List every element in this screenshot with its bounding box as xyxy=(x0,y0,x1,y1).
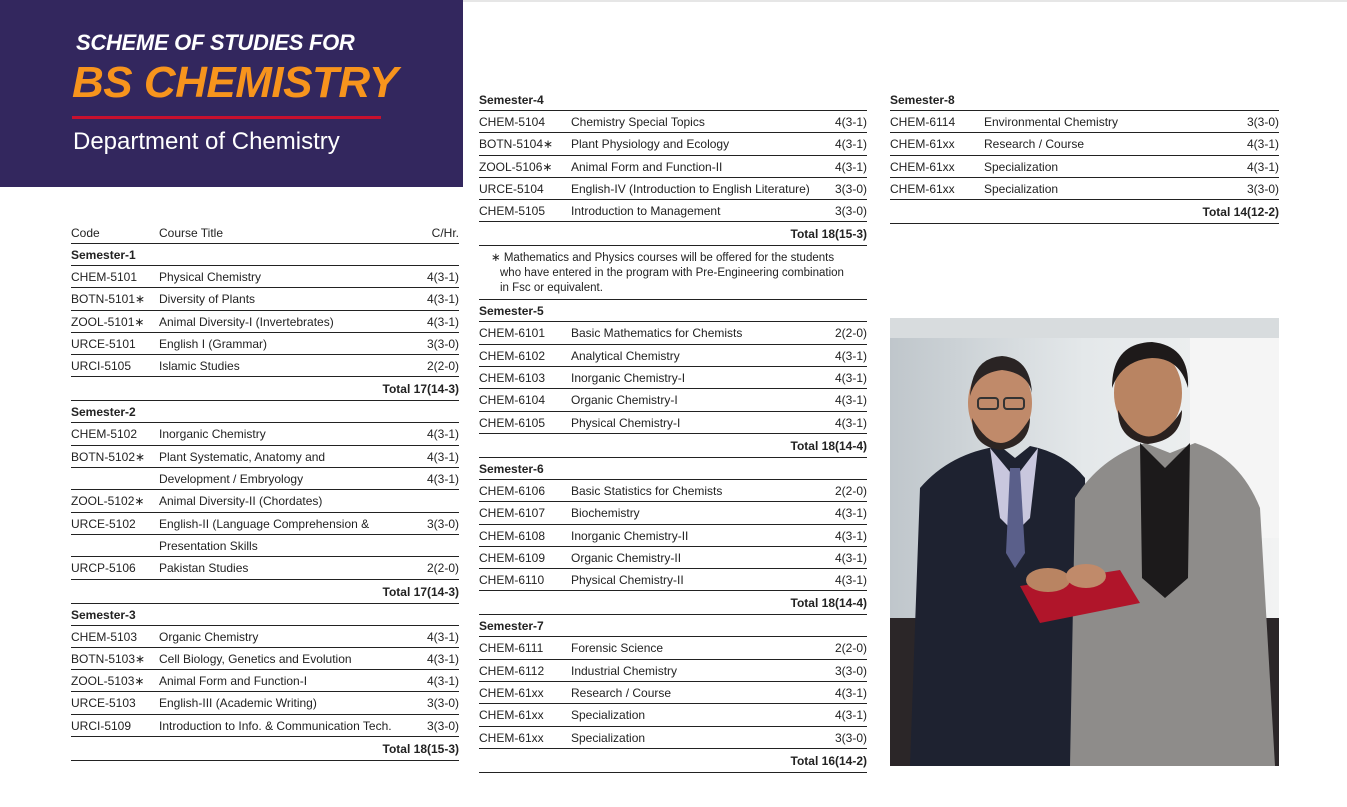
course-row xyxy=(71,468,459,490)
course-title: Plant Physiology and Ecology xyxy=(571,137,730,152)
course-row xyxy=(71,670,459,692)
course-credit: 4(3-1) xyxy=(426,449,459,464)
course-row xyxy=(71,423,459,445)
course-credit: 3(3-0) xyxy=(426,718,459,733)
course-code: ZOOL-5102∗ xyxy=(71,494,145,509)
course-code: CHEM-6108 xyxy=(479,528,546,543)
course-code: CHEM-6112 xyxy=(479,663,545,678)
course-code: CHEM-6107 xyxy=(479,506,546,521)
course-title: Basic Mathematics for Chemists xyxy=(571,326,743,341)
course-code: CHEM-61xx xyxy=(890,137,955,152)
banner-title: BS CHEMISTRY xyxy=(72,58,398,107)
course-credit: 4(3-1) xyxy=(834,415,867,430)
semester-6-block xyxy=(479,458,867,615)
semester-5-block xyxy=(479,300,867,457)
course-row xyxy=(71,535,459,557)
course-code: URCE-5101 xyxy=(71,336,136,351)
course-code: CHEM-5104 xyxy=(479,115,546,129)
semester-label: Semester-3 xyxy=(71,604,459,626)
course-row xyxy=(479,637,867,659)
course-title: Basic Statistics for Chemists xyxy=(571,483,723,498)
course-credit: 4(3-1) xyxy=(834,371,867,386)
course-credit: 2(2-0) xyxy=(426,561,459,576)
course-code: URCP-5106 xyxy=(71,561,136,576)
column-middle xyxy=(479,89,867,773)
course-title: Physical Chemistry-I xyxy=(571,415,681,430)
course-row xyxy=(479,367,867,389)
course-title: Development / Embryology xyxy=(159,472,304,487)
course-credit: 2(2-0) xyxy=(426,359,459,374)
course-row xyxy=(479,682,867,704)
course-credit: 3(3-0) xyxy=(1246,181,1279,196)
course-code: URCE-5104 xyxy=(479,181,544,196)
course-credit: 4(3-1) xyxy=(834,573,867,588)
course-credit: 2(2-0) xyxy=(834,641,867,656)
course-credit: 2(2-0) xyxy=(834,326,867,341)
course-credit: 4(3-1) xyxy=(426,270,459,284)
course-title: Cell Biology, Genetics and Evolution xyxy=(159,651,352,666)
course-code: URCI-5109 xyxy=(71,718,132,733)
course-credit: 4(3-1) xyxy=(426,472,459,487)
course-row xyxy=(479,200,867,222)
course-row xyxy=(71,626,459,648)
course-title: Specialization xyxy=(571,708,646,723)
course-code: CHEM-5103 xyxy=(71,629,138,644)
course-credit: 4(3-1) xyxy=(426,629,459,644)
course-credit: 4(3-1) xyxy=(834,393,867,408)
course-code: CHEM-5105 xyxy=(479,204,546,219)
course-title: Biochemistry xyxy=(571,506,640,521)
course-code: URCE-5102 xyxy=(71,516,136,531)
course-code: BOTN-5102∗ xyxy=(71,449,146,464)
course-title: Industrial Chemistry xyxy=(571,663,678,678)
course-code: CHEM-6109 xyxy=(479,550,546,565)
course-code: CHEM-61xx xyxy=(479,708,544,723)
course-row xyxy=(71,311,459,333)
semester-label: Semester-4 xyxy=(479,89,867,111)
course-row xyxy=(890,133,1279,155)
header-title: Course Title xyxy=(159,226,224,240)
semester-total: Total 18(14-4) xyxy=(479,591,867,615)
course-credit: 4(3-1) xyxy=(426,674,459,689)
course-credit: 4(3-1) xyxy=(834,115,867,129)
semester-1-block xyxy=(71,244,459,401)
course-code: BOTN-5101∗ xyxy=(71,292,146,307)
course-row xyxy=(479,322,867,344)
course-row xyxy=(71,446,459,468)
column-left xyxy=(71,222,459,761)
course-code: CHEM-61xx xyxy=(479,730,544,745)
course-row xyxy=(479,480,867,502)
course-credit: 4(3-1) xyxy=(1246,159,1279,174)
course-title: Research / Course xyxy=(984,137,1085,152)
course-code: CHEM-6104 xyxy=(479,393,546,408)
course-row xyxy=(71,715,459,737)
course-credit: 4(3-1) xyxy=(834,348,867,363)
footnote: ∗ Mathematics and Physics courses will be offered for the students who have entered in the program with Pre-Engineering combination in Fsc or equivalent. xyxy=(479,246,867,300)
semester-label: Semester-8 xyxy=(890,89,1279,111)
course-code: CHEM-5102 xyxy=(71,427,138,442)
course-row xyxy=(479,178,867,200)
course-title: Organic Chemistry-I xyxy=(571,393,678,408)
course-credit: 4(3-1) xyxy=(834,528,867,543)
course-row xyxy=(479,727,867,749)
course-row xyxy=(479,569,867,591)
top-divider xyxy=(463,0,1347,2)
course-title: Chemistry Special Topics xyxy=(571,115,705,129)
course-code: ZOOL-5106∗ xyxy=(479,159,553,174)
course-row xyxy=(890,178,1279,200)
semester-label: Semester-5 xyxy=(479,300,867,322)
course-credit xyxy=(413,535,459,556)
course-title: Inorganic Chemistry-II xyxy=(571,528,689,543)
course-title: Animal Diversity-I (Invertebrates) xyxy=(159,314,334,329)
course-row xyxy=(479,547,867,569)
course-title: Animal Diversity-II (Chordates) xyxy=(159,494,323,509)
course-credit: 4(3-1) xyxy=(834,137,867,152)
course-title: English-IV (Introduction to English Literature) xyxy=(571,181,810,196)
course-credit: 4(3-1) xyxy=(426,314,459,329)
course-row xyxy=(890,156,1279,178)
table-header xyxy=(71,222,459,244)
semester-3-block xyxy=(71,604,459,761)
course-credit: 4(3-1) xyxy=(834,550,867,565)
course-title: Specialization xyxy=(571,730,646,745)
semester-8-block xyxy=(890,89,1279,224)
course-row xyxy=(71,648,459,670)
course-row xyxy=(479,704,867,726)
course-title: Introduction to Management xyxy=(571,204,721,219)
course-credit: 3(3-0) xyxy=(1246,115,1279,129)
course-row xyxy=(479,345,867,367)
course-code xyxy=(71,535,159,556)
semester-total: Total 17(14-3) xyxy=(71,377,459,401)
semester-total: Total 17(14-3) xyxy=(71,580,459,604)
course-code: CHEM-6101 xyxy=(479,326,546,341)
course-code: CHEM-6111 xyxy=(479,641,544,656)
course-title: Organic Chemistry xyxy=(159,629,259,644)
banner-divider xyxy=(72,116,381,119)
course-credit xyxy=(413,490,459,511)
course-credit: 4(3-1) xyxy=(834,159,867,174)
semester-total: Total 18(15-3) xyxy=(479,222,867,246)
course-credit: 4(3-1) xyxy=(1246,137,1279,152)
course-title: Specialization xyxy=(984,181,1059,196)
course-row xyxy=(71,333,459,355)
course-title: Inorganic Chemistry xyxy=(159,427,266,442)
course-code: CHEM-61xx xyxy=(890,159,955,174)
course-row xyxy=(479,525,867,547)
course-code: CHEM-6105 xyxy=(479,415,546,430)
semester-total: Total 18(15-3) xyxy=(71,737,459,761)
course-code: CHEM-6103 xyxy=(479,371,546,386)
course-credit: 3(3-0) xyxy=(426,516,459,531)
course-title: Physical Chemistry xyxy=(159,270,262,284)
semester-2-block xyxy=(71,401,459,603)
semester-label: Semester-2 xyxy=(71,401,459,423)
course-credit: 2(2-0) xyxy=(834,483,867,498)
course-row xyxy=(71,355,459,377)
semester-label: Semester-1 xyxy=(71,244,459,266)
course-credit: 4(3-1) xyxy=(834,686,867,701)
header-code: Code xyxy=(71,226,100,240)
department-name: Department of Chemistry xyxy=(73,128,340,155)
course-title: Forensic Science xyxy=(571,641,664,656)
semester-7-block xyxy=(479,615,867,772)
course-row xyxy=(71,513,459,535)
course-code: CHEM-6102 xyxy=(479,348,546,363)
course-code: URCE-5103 xyxy=(71,696,136,711)
course-credit: 3(3-0) xyxy=(426,696,459,711)
course-title: Physical Chemistry-II xyxy=(571,573,684,588)
course-row xyxy=(479,133,867,155)
course-code: CHEM-6114 xyxy=(890,115,956,129)
course-title: Animal Form and Function-I xyxy=(159,674,308,689)
handshake-photo xyxy=(890,318,1279,766)
course-row xyxy=(479,412,867,434)
course-row xyxy=(890,111,1279,133)
column-right xyxy=(890,89,1279,224)
course-credit: 4(3-1) xyxy=(834,708,867,723)
course-code: CHEM-6110 xyxy=(479,573,545,588)
course-code: ZOOL-5103∗ xyxy=(71,674,145,689)
course-credit: 3(3-0) xyxy=(834,730,867,745)
course-title: Animal Form and Function-II xyxy=(571,159,723,174)
course-title: Research / Course xyxy=(571,686,672,701)
semester-label: Semester-6 xyxy=(479,458,867,480)
course-code: BOTN-5103∗ xyxy=(71,651,146,666)
course-title: Diversity of Plants xyxy=(159,292,256,307)
semester-total: Total 16(14-2) xyxy=(479,749,867,773)
course-row xyxy=(479,389,867,411)
course-title: Pakistan Studies xyxy=(159,561,249,576)
course-row xyxy=(479,502,867,524)
course-row xyxy=(71,557,459,579)
header-credit: C/Hr. xyxy=(431,226,459,240)
course-code xyxy=(71,468,159,489)
course-code: BOTN-5104∗ xyxy=(479,137,554,152)
course-code: CHEM-5101 xyxy=(71,270,138,284)
course-title: Plant Systematic, Anatomy and xyxy=(159,449,326,464)
course-row xyxy=(479,111,867,133)
course-title: English-III (Academic Writing) xyxy=(159,696,317,711)
course-credit: 3(3-0) xyxy=(426,336,459,351)
course-title: Introduction to Info. & Communication Tech. xyxy=(159,718,392,733)
course-code: URCI-5105 xyxy=(71,359,132,374)
course-row xyxy=(479,156,867,178)
course-title: English I (Grammar) xyxy=(159,336,268,351)
course-title: English-II (Language Comprehension & xyxy=(159,516,370,531)
course-credit: 4(3-1) xyxy=(426,427,459,442)
course-credit: 4(3-1) xyxy=(834,506,867,521)
photo-illustration xyxy=(890,318,1279,766)
course-title: Environmental Chemistry xyxy=(984,115,1119,129)
course-credit: 4(3-1) xyxy=(426,651,459,666)
semester-4-block xyxy=(479,89,867,246)
semester-total: Total 14(12-2) xyxy=(890,200,1279,224)
course-code: ZOOL-5101∗ xyxy=(71,314,145,329)
course-credit: 4(3-1) xyxy=(426,292,459,307)
semester-total: Total 18(14-4) xyxy=(479,434,867,458)
course-title: Analytical Chemistry xyxy=(571,348,680,363)
course-title: Specialization xyxy=(984,159,1059,174)
banner-subtitle: SCHEME OF STUDIES FOR xyxy=(76,30,355,55)
course-row xyxy=(71,692,459,714)
course-credit: 3(3-0) xyxy=(834,204,867,219)
course-row xyxy=(71,288,459,310)
course-row xyxy=(479,660,867,682)
course-credit: 3(3-0) xyxy=(834,663,867,678)
course-code: CHEM-61xx xyxy=(479,686,544,701)
course-credit: 3(3-0) xyxy=(834,181,867,196)
course-row xyxy=(71,490,459,512)
course-title: Inorganic Chemistry-I xyxy=(571,371,686,386)
semester-label: Semester-7 xyxy=(479,615,867,637)
course-title: Islamic Studies xyxy=(159,359,240,374)
course-title: Organic Chemistry-II xyxy=(571,550,682,565)
course-title: Presentation Skills xyxy=(159,538,258,553)
title-banner xyxy=(0,0,463,187)
course-row xyxy=(71,266,459,288)
course-code: CHEM-61xx xyxy=(890,181,955,196)
course-code: CHEM-6106 xyxy=(479,483,546,498)
